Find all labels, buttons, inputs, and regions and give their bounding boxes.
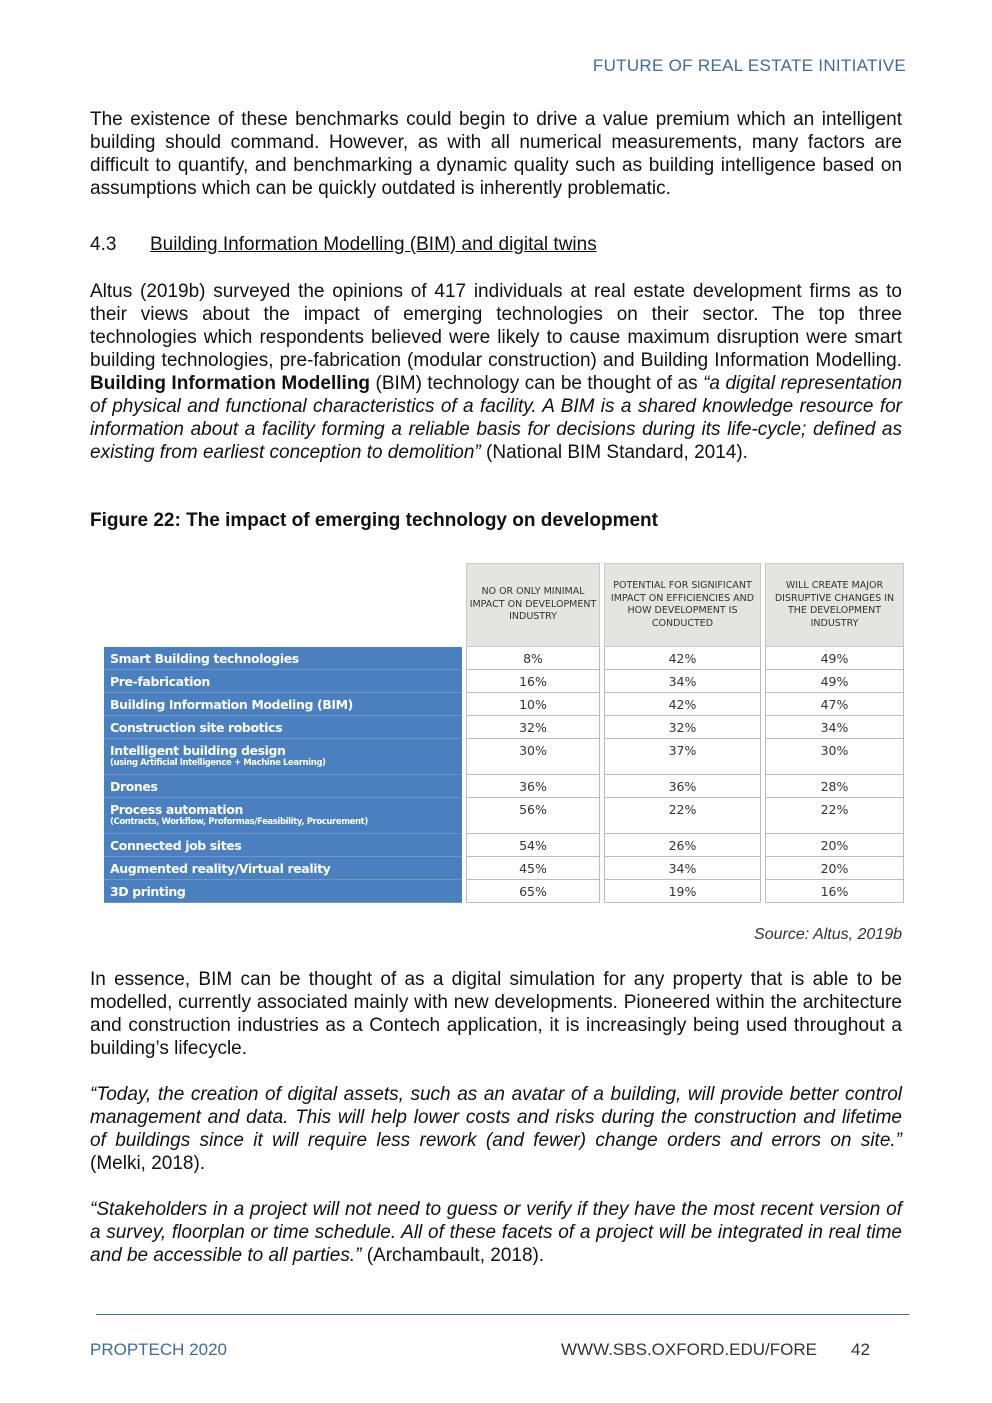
page-number: 42: [851, 1340, 870, 1359]
row-label-text: 3D printing: [110, 884, 186, 899]
row-label-text: Connected job sites: [110, 838, 242, 853]
row-label: [104, 834, 462, 857]
row-label-note: (Contracts, Workflow, Proformas/Feasibility, Procurement): [110, 817, 368, 827]
table-cell: 49%: [765, 647, 904, 670]
table-cell: 28%: [765, 775, 904, 798]
row-label: [104, 647, 462, 670]
table-cell: 42%: [604, 647, 761, 670]
row-label: [104, 693, 462, 716]
table-cell: 36%: [466, 775, 600, 798]
row-label-text: Construction site robotics: [110, 720, 283, 735]
table-row: [104, 798, 904, 834]
quote: “Stakeholders in a project will not need to guess or verify if they have the most recent version of a survey, floorplan or time schedule. All of these facets of a project will be integrated in real time and be accessible to all parties.”: [90, 1199, 902, 1266]
table-row: [104, 775, 904, 798]
table-cell: 49%: [765, 670, 904, 693]
citation: (National BIM Standard, 2014).: [480, 442, 748, 463]
table-row: [104, 693, 904, 716]
row-label: [104, 880, 462, 903]
row-label: [104, 857, 462, 880]
table-cell: 37%: [604, 739, 761, 775]
table-cell: 10%: [466, 693, 600, 716]
row-label: [104, 716, 462, 739]
row-label-note: (using Artificial Intelligence + Machine Learning): [110, 758, 326, 768]
row-label-text: Pre-fabrication: [110, 674, 210, 689]
table-cell: 42%: [604, 693, 761, 716]
table-row: [104, 857, 904, 880]
row-label-text: Process automation: [110, 802, 243, 817]
table-cell: 56%: [466, 798, 600, 834]
table-cell: 19%: [604, 880, 761, 903]
row-label: [104, 670, 462, 693]
footer-divider: [96, 1314, 909, 1315]
quote-melki: [90, 1083, 902, 1175]
paragraph-altus: [90, 280, 902, 464]
text: Altus (2019b) surveyed the opinions of 417 individuals at real estate development firms as to their views about the impact of emerging technologies on their sector. The top three technologies which respondents believed were likely to cause maximum disruption were smart building technologies, pre-fabrication (modular construction) and Building Information Modelling.: [90, 281, 902, 371]
table-cell: 36%: [604, 775, 761, 798]
row-label: [104, 739, 462, 775]
table-cell: 30%: [765, 739, 904, 775]
table-cell: 26%: [604, 834, 761, 857]
technology-impact-table: [100, 563, 908, 903]
table-cell: 34%: [765, 716, 904, 739]
column-header: WILL CREATE MAJOR DISRUPTIVE CHANGES IN THE DEVELOPMENT INDUSTRY: [765, 563, 904, 647]
table-cell: 34%: [604, 670, 761, 693]
table-cell: 16%: [765, 880, 904, 903]
table-cell: 32%: [604, 716, 761, 739]
table-cell: 16%: [466, 670, 600, 693]
section-number: 4.3: [90, 234, 117, 255]
footer-url[interactable]: WWW.SBS.OXFORD.EDU/FORE: [561, 1340, 817, 1359]
table-cell: 65%: [466, 880, 600, 903]
bold-term: Building Information Modelling: [90, 373, 371, 394]
quote: “Today, the creation of digital assets, such as an avatar of a building, will provide better control management and data. This will help lower costs and risks during the construction and lifetime of buildings since it will require less rework (and fewer) change orders and errors on site.”: [90, 1084, 902, 1151]
text: (BIM) technology can be thought of as: [370, 373, 704, 394]
column-header: NO OR ONLY MINIMAL IMPACT ON DEVELOPMENT INDUSTRY: [466, 563, 600, 647]
row-label-text: Building Information Modeling (BIM): [110, 697, 353, 712]
section-title: Building Information Modelling (BIM) and digital twins: [150, 234, 597, 255]
table-cell: 20%: [765, 834, 904, 857]
table-cell: 20%: [765, 857, 904, 880]
table-row: [104, 880, 904, 903]
row-label-text: Augmented reality/Virtual reality: [110, 861, 331, 876]
table-cell: 32%: [466, 716, 600, 739]
row-label: [104, 775, 462, 798]
table-row: [104, 739, 904, 775]
table-cell: 54%: [466, 834, 600, 857]
row-label-text: Smart Building technologies: [110, 651, 299, 666]
column-header: POTENTIAL FOR SIGNIFICANT IMPACT ON EFFICIENCIES AND HOW DEVELOPMENT IS CONDUCTED: [604, 563, 761, 647]
table-cell: 34%: [604, 857, 761, 880]
table-cell: 22%: [604, 798, 761, 834]
citation: (Melki, 2018).: [90, 1153, 206, 1174]
citation: (Archambault, 2018).: [361, 1245, 545, 1266]
running-header: FUTURE OF REAL ESTATE INITIATIVE: [592, 56, 906, 75]
table-cell: 8%: [466, 647, 600, 670]
quote-archambault: [90, 1198, 902, 1267]
table-row: [104, 670, 904, 693]
row-label-text: Drones: [110, 779, 158, 794]
figure-title: Figure 22: The impact of emerging technology on development: [90, 510, 658, 531]
paragraph-benchmarks: The existence of these benchmarks could begin to drive a value premium which an intelligent building should command. However, as with all numerical measurements, many factors are difficult to quantify, and benchmarking a dynamic quality such as building intelligence based on assumptions which can be quickly outdated is inherently problematic.: [90, 109, 902, 199]
table-cell: 30%: [466, 739, 600, 775]
blank-header: [104, 563, 462, 647]
table-row: [104, 834, 904, 857]
footer-title: PROPTECH 2020: [90, 1340, 227, 1359]
row-label: [104, 798, 462, 834]
table-row: [104, 647, 904, 670]
figure-source: Source: Altus, 2019b: [754, 926, 902, 943]
section-heading: [90, 234, 597, 256]
table-cell: 22%: [765, 798, 904, 834]
table-cell: 45%: [466, 857, 600, 880]
table-row: [104, 716, 904, 739]
row-label-text: Intelligent building design: [110, 743, 286, 758]
paragraph-essence: In essence, BIM can be thought of as a digital simulation for any property that is able to be modelled, currently associated mainly with new developments. Pioneered within the architecture and construction industries as a Contech application, it is increasingly being used throughout a building’s lifecycle.: [90, 969, 902, 1059]
table-cell: 47%: [765, 693, 904, 716]
quote: “a digital representation of physical and functional characteristics of a facility. A BIM is a shared knowledge resource for information about a facility forming a reliable basis for decisions during its life-cycle; defined as existing from earliest conception to demolition”: [90, 373, 903, 463]
